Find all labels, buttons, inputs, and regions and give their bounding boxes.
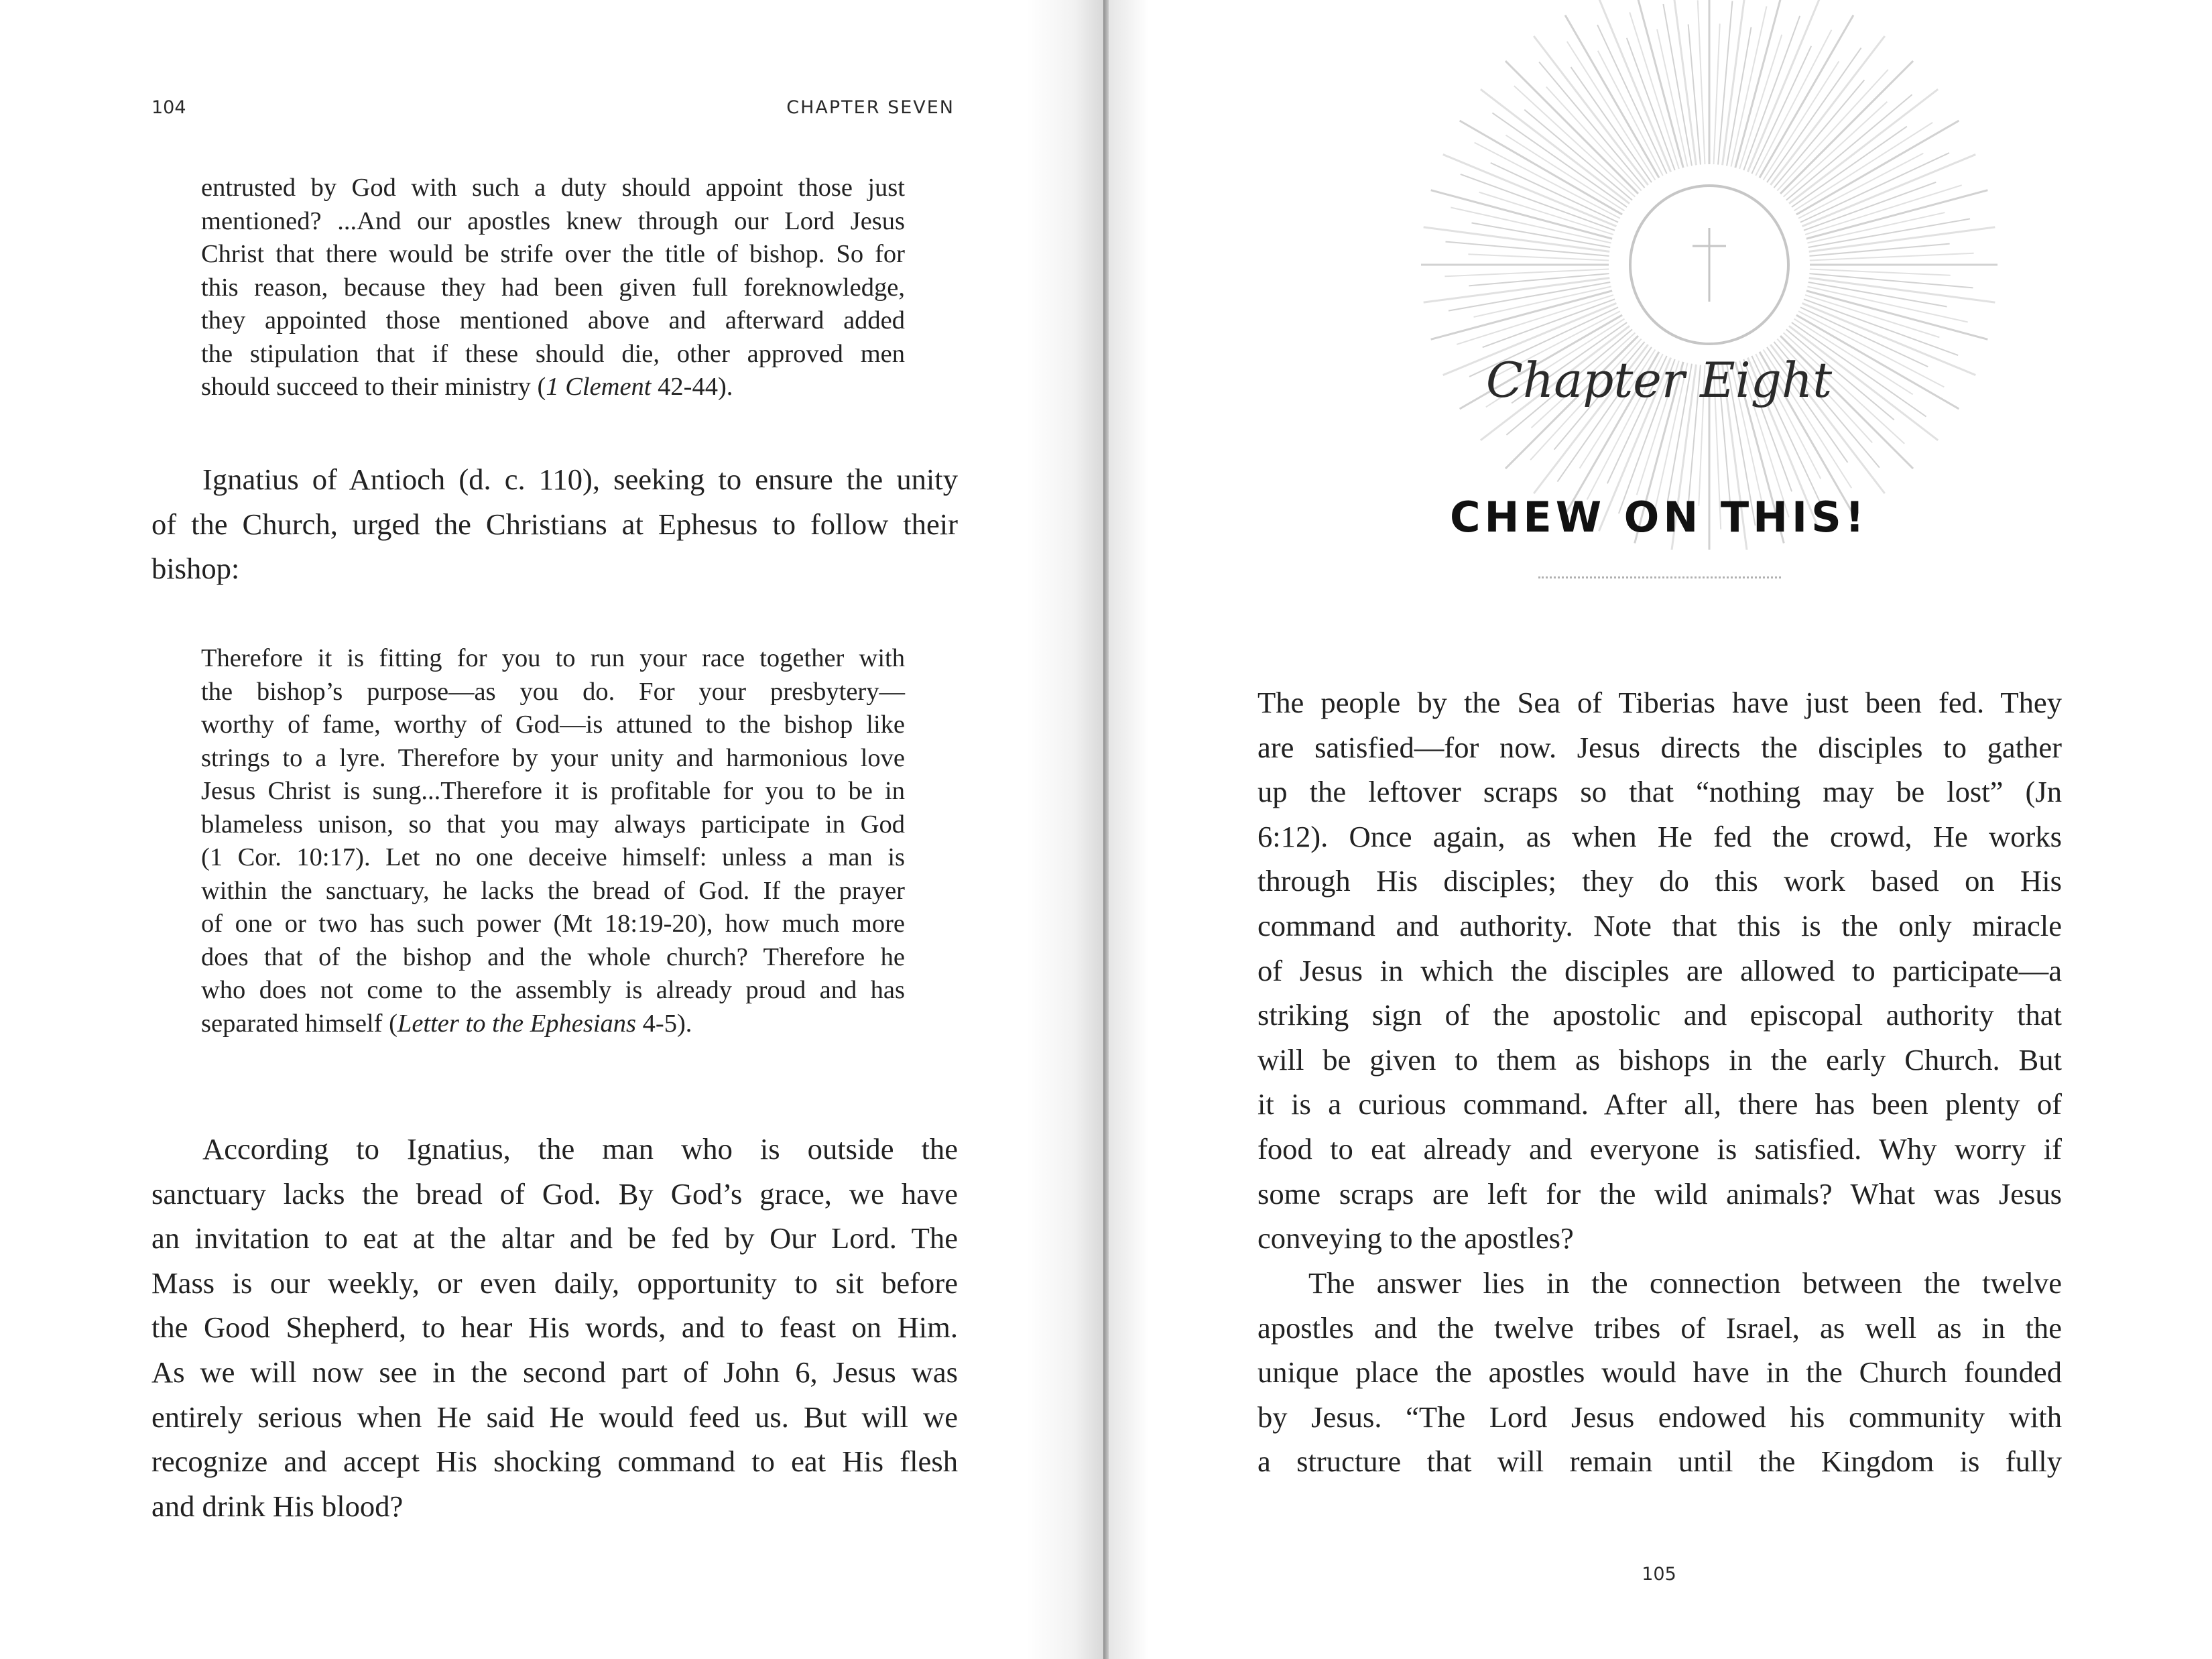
text-line: Mass is our weekly, or even daily, opportunity to sit before [151, 1266, 958, 1300]
sunburst-ray [1780, 61, 1913, 194]
text-line: it is a curious command. After all, there has been plenty of [1257, 1087, 2062, 1121]
text-line: apostles and the twelve tribes of Israel, as well as in the [1257, 1310, 2062, 1345]
text-line: the stipulation that if these should die, other approved men [201, 339, 905, 368]
sunburst-ray [1571, 67, 1652, 182]
citation-suffix: 42-44). [651, 373, 733, 401]
text-line: an invitation to eat at the altar and be fed by Our Lord. The [151, 1221, 958, 1255]
citation-title: 1 Clement [546, 373, 652, 401]
text-line: The answer lies in the connection between the twelve [1308, 1266, 2062, 1300]
gutter-shadow [1109, 0, 1149, 1659]
text-line: by Jesus. “The Lord Jesus endowed his community with [1257, 1400, 2062, 1434]
citation-prefix: should succeed to their ministry ( [201, 373, 546, 401]
text-line: they appointed those mentioned above and afterward added [201, 306, 905, 334]
text-line: this reason, because they had been given full foreknowledge, [201, 273, 905, 302]
text-line: the Good Shepherd, to hear His words, and to feast on Him. [151, 1310, 958, 1345]
text-line: The people by the Sea of Tiberias have just been fed. They [1257, 686, 2062, 719]
text-line: mentioned? ...And our apostles knew through our Lord Jesus [201, 206, 905, 235]
sunburst-ray [1714, 23, 1720, 164]
text-line: will be given to them as bishops in the early Church. But [1257, 1042, 2062, 1077]
sunburst-ray [1800, 153, 1949, 223]
text-line: (1 Cor. 10:17). Let no one deceive himself: unless a man is [201, 843, 905, 871]
text-line: Christ that there would be strife over the title of bishop. So for [201, 240, 905, 268]
sunburst-ray [1688, 24, 1701, 164]
book-spine [1103, 0, 1109, 1659]
text-line: strings to a lyre. Therefore by your unity and harmonious love [201, 743, 905, 772]
text-line: of the Church, urged the Christians at Ephesus to follow their [151, 507, 958, 541]
text-line: Therefore it is fitting for you to run your race together with [201, 644, 905, 672]
citation-prefix: separated himself ( [201, 1009, 397, 1038]
text-line: a structure that will remain until the Kingdom is fully [1257, 1445, 2062, 1479]
gutter-shadow [1026, 0, 1106, 1659]
text-line: conveying to the apostles? [1257, 1221, 1574, 1255]
paragraph-ignatius-intro [151, 457, 958, 591]
title-divider [1538, 576, 1781, 578]
text-line: and drink His blood? [151, 1489, 404, 1523]
sunburst-ray [1764, 61, 1839, 180]
text-line-citation [201, 1007, 905, 1041]
sunburst-ray [1451, 208, 1611, 243]
sunburst-ray [1598, 51, 1663, 176]
text-line: bishop: [151, 552, 240, 586]
sunburst-ray [1731, 6, 1766, 166]
text-line: As we will now see in the second part of John 6, Jesus was [151, 1355, 958, 1389]
paragraph-ignatius-commentary [151, 1127, 958, 1528]
sunburst-ray [1807, 286, 1967, 322]
sunburst-ray [1506, 61, 1638, 194]
text-line: According to Ignatius, the man who is outside the [202, 1132, 958, 1166]
text-line: striking sign of the apostolic and episcopal authority that [1257, 998, 2062, 1032]
text-line: unique place the apostles would have in the Church founded [1257, 1355, 2062, 1390]
text-line: some scraps are left for the wild animals? What was Jesus [1257, 1176, 2062, 1211]
chapter-number: Chapter Eight [1485, 352, 1833, 408]
sunburst-ray [1468, 254, 1609, 260]
sunburst-ray [1798, 153, 1923, 219]
sunburst-ray [1810, 269, 1951, 275]
text-line: Jesus Christ is sung...Therefore it is profitable for you to be in [201, 777, 905, 805]
sunburst-cross-icon [1374, 0, 2044, 550]
quote-ignatius [201, 642, 905, 1040]
text-line: command and authority. Note that this is the only miracle [1257, 908, 2062, 942]
text-line: who does not come to the assembly is already proud and has [201, 976, 905, 1004]
text-line: Ignatius of Antioch (d. c. 110), seeking to ensure the unity [202, 463, 958, 496]
page-number-left: 104 [151, 97, 186, 118]
sunburst-ray [1506, 135, 1624, 211]
paragraph-tiberias [1257, 680, 2062, 1261]
text-line: food to eat already and everyone is satisfied. Why worry if [1257, 1131, 2062, 1166]
sunburst-ray [1809, 244, 1949, 256]
text-line: up the leftover scraps so that “nothing may be lost” (Jn [1257, 775, 2062, 809]
text-line: are satisfied—for now. Jesus directs the disciples to gather [1257, 730, 2062, 764]
text-line: of one or two has such power (Mt 18:19-20), how much more [201, 910, 905, 938]
text-line: of Jesus in which the disciples are allowed to participate—a [1257, 953, 2062, 987]
text-line: through His disciples; they do this work based on His [1257, 864, 2062, 898]
right-page [1106, 0, 2212, 1659]
text-line: recognize and accept His shocking command to eat His flesh [151, 1445, 958, 1479]
text-line: blameless unison, so that you may always participate in God [201, 810, 905, 839]
page-number-right: 105 [1642, 1564, 1676, 1585]
text-line: does that of the bishop and the whole church? Therefore he [201, 942, 905, 971]
text-line: within the sanctuary, he lacks the bread of God. If the prayer [201, 876, 905, 905]
quote-clement [201, 172, 905, 404]
text-line: entirely serious when He said He would feed us. But will we [151, 1400, 958, 1434]
text-line: the bishop’s purpose—as you do. For your presbytery— [201, 677, 905, 706]
running-head: CHAPTER SEVEN [786, 97, 955, 118]
paragraph-twelve-apostles [1257, 1261, 2062, 1484]
citation-title: Letter to the Ephesians [397, 1009, 636, 1038]
sunburst-ray [1597, 25, 1667, 174]
chapter-title: CHEW ON THIS! [1449, 493, 1869, 542]
text-line: sanctuary lacks the bread of God. By God’s grace, we have [151, 1176, 958, 1211]
sunburst-ray [1792, 127, 1907, 207]
citation-suffix: 4-5). [636, 1009, 692, 1038]
text-line: entrusted by God with such a duty should appoint those just [201, 174, 905, 202]
text-line: worthy of fame, worthy of God—is attuned to the bishop like [201, 711, 905, 739]
sunburst-ray [1469, 273, 1609, 286]
text-line: 6:12). Once again, as when He fed the crowd, He works [1257, 819, 2062, 853]
text-line-citation [201, 371, 905, 404]
